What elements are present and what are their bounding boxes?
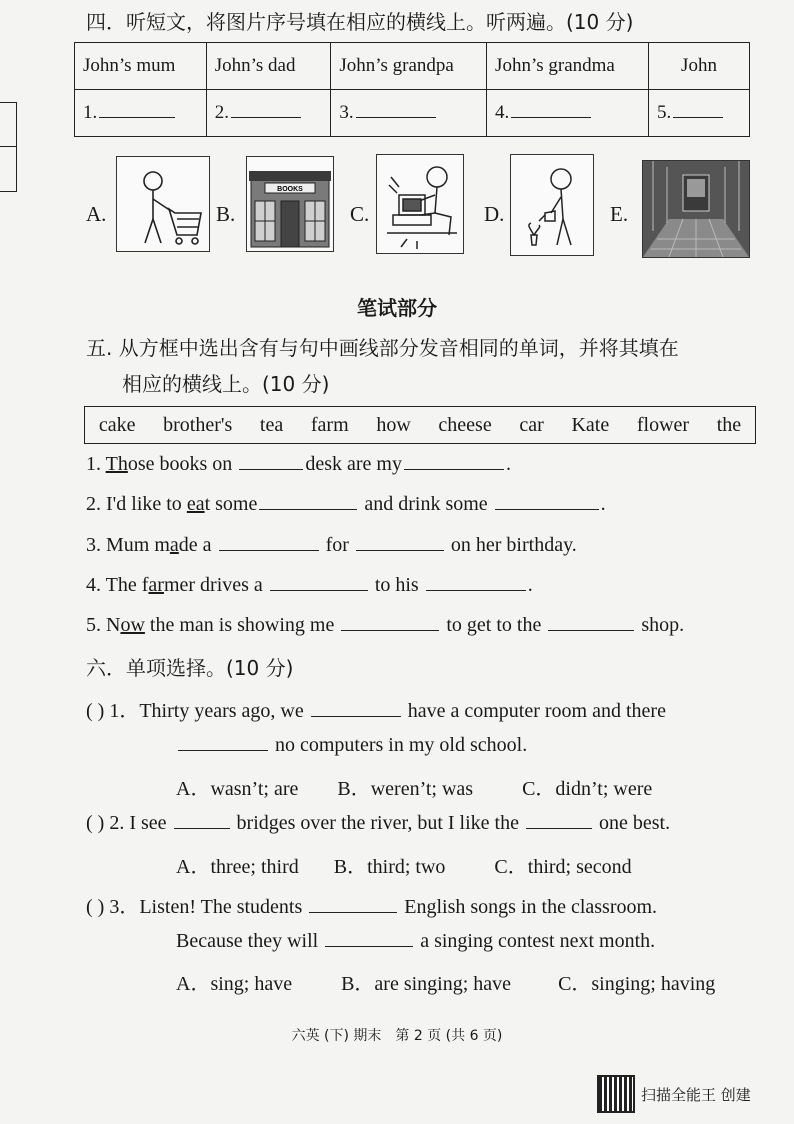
question-text: English songs in the classroom. bbox=[399, 896, 658, 918]
answer-blank[interactable] bbox=[219, 549, 319, 551]
picture-label-a: A. bbox=[86, 202, 107, 226]
word-item: Kate bbox=[571, 413, 610, 436]
question-text: . bbox=[527, 574, 533, 596]
question-text: for bbox=[320, 534, 354, 556]
answer-cell-2[interactable] bbox=[206, 90, 331, 137]
question-text: Listen! The students bbox=[139, 896, 308, 918]
header-johns-dad: John’s dad bbox=[206, 43, 331, 90]
answer-blank[interactable] bbox=[270, 589, 368, 591]
question-text: 2. I'd like to bbox=[86, 493, 187, 515]
question-text: on her birthday. bbox=[445, 534, 577, 556]
fill-question-3 bbox=[86, 534, 577, 557]
answer-blank[interactable] bbox=[495, 508, 599, 510]
underlined-sound: ow bbox=[120, 614, 145, 636]
person-computer-icon bbox=[376, 154, 464, 254]
question-text: 1. bbox=[86, 453, 106, 475]
section5-title: 五. 从方框中选出含有与句中画线部分发音相同的单词，并将其填在 bbox=[86, 336, 679, 360]
underlined-sound: a bbox=[169, 534, 179, 556]
header-johns-grandpa: John’s grandpa bbox=[331, 43, 487, 90]
answer-table bbox=[74, 42, 750, 137]
question-text: one best. bbox=[593, 812, 671, 834]
question-text: 4. The f bbox=[86, 574, 149, 596]
answer-cell-1[interactable] bbox=[75, 90, 207, 137]
question-text: I see bbox=[124, 812, 172, 834]
question-text: shop. bbox=[636, 614, 685, 636]
question-text: t some bbox=[204, 493, 258, 515]
mc-question-3-options bbox=[176, 967, 715, 996]
section5-title-line2: 相应的横线上。(10 分) bbox=[122, 372, 330, 396]
answer-blank bbox=[325, 945, 413, 947]
option-c: C．third; second bbox=[494, 856, 632, 878]
page-footer: 六英 (下) 期末 第 2 页 (共 6 页) bbox=[291, 1028, 503, 1044]
word-item: tea bbox=[259, 413, 284, 436]
question-text: bridges over the river, but I like the bbox=[231, 812, 524, 834]
fill-question-4 bbox=[86, 574, 533, 597]
word-item: farm bbox=[310, 413, 349, 436]
answer-cell-3[interactable] bbox=[331, 90, 487, 137]
question-text: have a computer room and there bbox=[402, 700, 666, 722]
question-text: a singing contest next month. bbox=[415, 930, 656, 952]
answer-blank bbox=[178, 749, 268, 751]
answer-blank bbox=[174, 827, 230, 829]
question-text: ose books on bbox=[127, 453, 238, 475]
page-edge-mark-line bbox=[0, 146, 16, 147]
mc-question-2-line1 bbox=[86, 812, 670, 835]
underlined-sound: ea bbox=[186, 493, 205, 515]
mc-question-3-line1 bbox=[86, 890, 657, 919]
answer-blank bbox=[526, 827, 592, 829]
answer-blank bbox=[311, 715, 401, 717]
answer-number: 2. bbox=[214, 102, 229, 123]
answer-parenthesis[interactable]: ( ) 2. bbox=[86, 812, 125, 834]
answer-number: 1. bbox=[83, 102, 98, 123]
word-item: car bbox=[519, 413, 544, 436]
section4-title: 四．听短文，将图片序号填在相应的横线上。听两遍。(10 分) bbox=[86, 10, 634, 34]
option-c: C．singing; having bbox=[558, 973, 716, 995]
underlined-sound: Th bbox=[105, 453, 128, 475]
mc-question-2-options bbox=[176, 850, 632, 879]
question-text: and drink some bbox=[359, 493, 493, 515]
question-text: desk are my bbox=[305, 453, 402, 475]
word-item: cake bbox=[98, 413, 136, 436]
question-text: to his bbox=[369, 574, 424, 596]
question-text: no computers in my old school. bbox=[270, 734, 528, 756]
answer-blank[interactable] bbox=[239, 468, 303, 470]
question-text: 5. N bbox=[86, 614, 121, 636]
option-a: A．three; third bbox=[176, 856, 299, 878]
answer-blank[interactable] bbox=[548, 629, 634, 631]
bookstore-sign: BOOKS bbox=[277, 186, 303, 193]
answer-cell-4[interactable] bbox=[487, 90, 649, 137]
word-box bbox=[84, 406, 756, 444]
question-text: to get to the bbox=[441, 614, 547, 636]
question-text: . bbox=[600, 493, 606, 515]
word-item: the bbox=[716, 413, 742, 436]
section6-title: 六．单项选择。(10 分) bbox=[86, 656, 294, 680]
underlined-sound: ar bbox=[148, 574, 164, 596]
fill-question-1 bbox=[86, 453, 511, 476]
person-watering-plant-icon bbox=[510, 154, 594, 256]
header-johns-grandma: John’s grandma bbox=[487, 43, 649, 90]
word-item: how bbox=[376, 413, 411, 436]
bookstore-building-icon bbox=[246, 156, 334, 252]
answer-cell-5[interactable] bbox=[649, 90, 750, 137]
word-item: brother's bbox=[163, 413, 233, 436]
qr-code-icon bbox=[597, 1075, 635, 1113]
written-part-heading: 笔试部分 bbox=[357, 296, 437, 320]
table-answer-row bbox=[75, 90, 750, 137]
person-shopping-cart-icon bbox=[116, 156, 210, 252]
question-text: mer drives a bbox=[163, 574, 268, 596]
fill-question-2 bbox=[86, 493, 606, 516]
option-b: B．are singing; have bbox=[341, 973, 512, 995]
answer-blank bbox=[309, 911, 397, 913]
header-john: John bbox=[649, 43, 750, 90]
mc-question-3-line2 bbox=[176, 930, 655, 953]
answer-parenthesis[interactable]: ( ) 1． bbox=[86, 700, 140, 722]
option-c: C．didn’t; were bbox=[522, 778, 653, 800]
answer-number: 5. bbox=[657, 102, 672, 123]
question-text: Thirty years ago, we bbox=[139, 700, 309, 722]
picture-label-b: B. bbox=[216, 202, 236, 226]
table-header-row bbox=[75, 43, 750, 90]
question-text: the man is showing me bbox=[144, 614, 340, 636]
fill-question-5 bbox=[86, 614, 684, 637]
answer-parenthesis[interactable]: ( ) 3． bbox=[86, 896, 140, 918]
question-text: . bbox=[505, 453, 511, 475]
page-edge-mark bbox=[0, 102, 17, 192]
answer-blank[interactable] bbox=[426, 589, 526, 591]
question-text: de a bbox=[178, 534, 217, 556]
answer-blank[interactable] bbox=[356, 549, 444, 551]
picture-label-d: D. bbox=[484, 202, 505, 226]
word-item: flower bbox=[636, 413, 690, 436]
mc-question-1-line1 bbox=[86, 694, 666, 723]
scanner-brand-text: 扫描全能王 创建 bbox=[641, 1085, 751, 1104]
option-a: A．wasn’t; are bbox=[176, 778, 299, 800]
question-text: 3. Mum m bbox=[86, 534, 170, 556]
answer-blank[interactable] bbox=[341, 629, 439, 631]
answer-number: 4. bbox=[495, 102, 510, 123]
answer-blank[interactable] bbox=[404, 468, 504, 470]
word-item: cheese bbox=[438, 413, 492, 436]
option-b: B．third; two bbox=[333, 856, 446, 878]
header-johns-mum: John’s mum bbox=[75, 43, 207, 90]
answer-number: 3. bbox=[339, 102, 354, 123]
answer-blank[interactable] bbox=[259, 508, 357, 510]
picture-label-e: E. bbox=[610, 202, 629, 226]
mc-question-1-line2 bbox=[176, 734, 527, 757]
mc-question-1-options bbox=[176, 772, 652, 801]
picture-label-c: C. bbox=[350, 202, 370, 226]
hall-interior-icon bbox=[642, 160, 750, 258]
scanner-watermark bbox=[597, 1075, 751, 1113]
question-text: Because they will bbox=[176, 930, 324, 952]
option-a: A．sing; have bbox=[176, 973, 293, 995]
option-b: B．weren’t; was bbox=[337, 778, 474, 800]
